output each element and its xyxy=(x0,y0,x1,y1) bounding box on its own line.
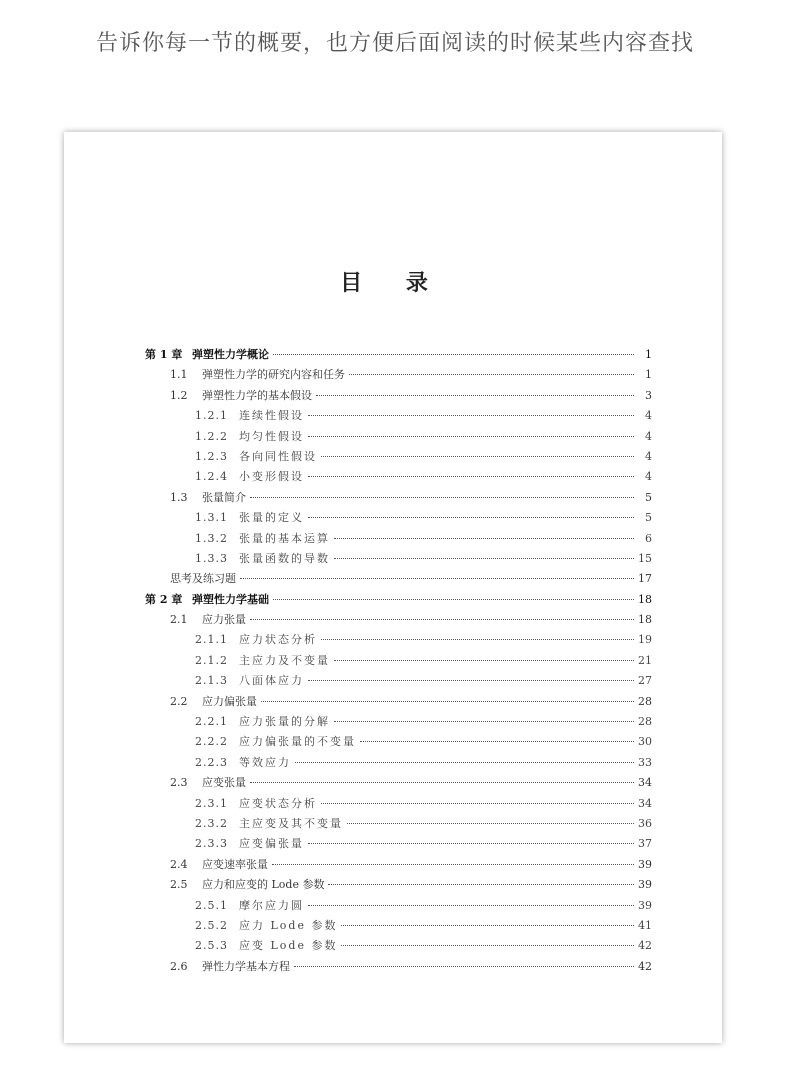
toc-page-number: 19 xyxy=(638,633,652,647)
toc-section xyxy=(145,774,652,794)
toc-entry-title: 张量函数的导数 xyxy=(239,551,330,565)
toc-entry-title: 应变状态分析 xyxy=(239,796,317,810)
toc-leader-dots xyxy=(321,639,634,640)
toc-leader-dots xyxy=(272,864,634,865)
toc-page-number: 34 xyxy=(638,796,652,810)
toc-page-number: 41 xyxy=(638,918,652,932)
toc-entry-number: 第 2 章 xyxy=(145,592,183,606)
toc-entry-number: 2.3.1 xyxy=(195,796,228,810)
toc-section xyxy=(145,387,652,407)
toc-entry-title: 应变偏张量 xyxy=(239,837,304,851)
toc-entry-number: 1.2.3 xyxy=(195,449,228,463)
toc-entry-number: 1.2.1 xyxy=(195,409,228,423)
toc-leader-dots xyxy=(295,762,634,763)
toc-entry-title: 应力张量 xyxy=(202,613,246,627)
toc-entry-title: 弹塑性力学概论 xyxy=(192,348,269,361)
toc-entry-title: 均匀性假设 xyxy=(239,429,304,443)
toc-subsection xyxy=(145,754,652,774)
toc-leader-dots xyxy=(308,517,634,518)
toc-entry-title: 思考及练习题 xyxy=(170,572,236,586)
toc-entry-number: 第 1 章 xyxy=(145,348,183,361)
toc-entry-number: 1.1 xyxy=(170,368,188,382)
toc-entry-number: 2.2.2 xyxy=(195,735,228,749)
toc-entry-number: 2.2 xyxy=(170,694,188,708)
toc-subsection xyxy=(145,448,652,468)
toc-subsection xyxy=(145,917,652,937)
toc-entry-number: 1.3.2 xyxy=(195,531,228,545)
toc-entry-number: 2.1.2 xyxy=(195,653,228,667)
toc-leader-dots xyxy=(250,782,634,783)
toc-entry-title: 弹塑性力学基础 xyxy=(192,592,269,606)
toc-entry-number: 2.3.2 xyxy=(195,816,228,830)
toc-subsection xyxy=(145,815,652,835)
toc-section xyxy=(145,693,652,713)
toc-page-number: 4 xyxy=(645,449,652,463)
toc-entry-title: 应力和应变的 Lode 参数 xyxy=(202,878,325,892)
toc-subsection xyxy=(145,407,652,427)
toc-entry-number: 2.1.3 xyxy=(195,674,228,688)
toc-page-number: 37 xyxy=(638,837,652,851)
toc-leader-dots xyxy=(308,476,634,477)
toc-leader-dots xyxy=(261,701,634,702)
toc-page-number: 6 xyxy=(645,531,652,545)
toc-page-number: 18 xyxy=(638,592,652,606)
toc-entry-number: 2.2.1 xyxy=(195,715,228,729)
toc-entry-number: 1.3.1 xyxy=(195,511,228,525)
toc-entry-number: 2.5.3 xyxy=(195,939,228,953)
toc-subsection xyxy=(145,713,652,733)
toc-page-number: 3 xyxy=(645,388,652,402)
toc-entry-number: 2.3.3 xyxy=(195,837,228,851)
toc-leader-dots xyxy=(308,415,634,416)
toc-leader-dots xyxy=(250,497,634,498)
toc-entry-title: 弹性力学基本方程 xyxy=(202,959,290,973)
toc-page-number: 42 xyxy=(638,959,652,973)
toc-page-number: 21 xyxy=(638,653,652,667)
toc-page-number: 36 xyxy=(638,816,652,830)
toc-subsection xyxy=(145,631,652,651)
toc-page-number: 15 xyxy=(638,551,652,565)
toc-entry-title: 各向同性假设 xyxy=(239,449,317,463)
toc-subsection xyxy=(145,835,652,855)
toc-entry-title: 连续性假设 xyxy=(239,409,304,423)
toc-leader-dots xyxy=(273,599,634,600)
toc-leader-dots xyxy=(334,538,634,539)
toc-leader-dots xyxy=(240,578,634,579)
caption-text: 告诉你每一节的概要，也方便后面阅读的时候某些内容查找 xyxy=(95,31,694,56)
toc-page-number: 39 xyxy=(638,878,652,892)
toc-section xyxy=(145,856,652,876)
toc-leader-dots xyxy=(347,823,634,824)
toc-entry-number: 2.1.1 xyxy=(195,633,228,647)
toc-section xyxy=(145,611,652,631)
table-of-contents xyxy=(145,346,652,978)
book-page xyxy=(64,132,722,1043)
toc-entry-title: 小变形假设 xyxy=(239,470,304,484)
toc-page-number: 1 xyxy=(645,368,652,382)
toc-leader-dots xyxy=(308,843,634,844)
toc-subsection xyxy=(145,428,652,448)
toc-page-number: 4 xyxy=(645,409,652,423)
toc-chapter xyxy=(145,346,652,366)
toc-page-number: 4 xyxy=(645,429,652,443)
toc-leader-dots xyxy=(334,558,634,559)
toc-subsection xyxy=(145,795,652,815)
toc-leader-dots xyxy=(294,966,634,967)
toc-leader-dots xyxy=(341,945,634,946)
toc-title: 目 录 xyxy=(340,270,446,296)
toc-entry-number: 1.2 xyxy=(170,388,188,402)
toc-entry-title: 等效应力 xyxy=(239,755,291,769)
toc-entry-title: 主应力及不变量 xyxy=(239,653,330,667)
toc-leader-dots xyxy=(316,395,634,396)
toc-page-number: 4 xyxy=(645,470,652,484)
toc-page-number: 39 xyxy=(638,898,652,912)
toc-entry-title: 应力偏张量 xyxy=(202,694,257,708)
toc-entry-number: 2.2.3 xyxy=(195,755,228,769)
toc-entry-number: 2.4 xyxy=(170,857,188,871)
toc-entry-number: 1.2.4 xyxy=(195,470,228,484)
toc-entry-title: 张量简介 xyxy=(202,490,246,504)
toc-page-number: 39 xyxy=(638,857,652,871)
toc-page-number: 5 xyxy=(645,511,652,525)
toc-leader-dots xyxy=(308,436,634,437)
toc-entry-number: 2.1 xyxy=(170,613,188,627)
toc-subsection xyxy=(145,733,652,753)
toc-leader-dots xyxy=(250,619,634,620)
toc-page-number: 18 xyxy=(638,613,652,627)
toc-page-number: 28 xyxy=(638,694,652,708)
toc-entry-number: 2.5.1 xyxy=(195,898,228,912)
toc-entry-title: 应力偏张量的不变量 xyxy=(239,735,356,749)
toc-leader-dots xyxy=(308,905,634,906)
toc-page-number: 30 xyxy=(638,735,652,749)
toc-entry-title: 八面体应力 xyxy=(239,674,304,688)
toc-chapter xyxy=(145,591,652,611)
toc-entry-title: 应变张量 xyxy=(202,776,246,790)
toc-entry-number: 1.3 xyxy=(170,490,188,504)
toc-subsection xyxy=(145,672,652,692)
toc-entry-title: 应力 Lode 参数 xyxy=(239,918,338,932)
toc-entry-title: 应变速率张量 xyxy=(202,857,268,871)
toc-page-number: 33 xyxy=(638,755,652,769)
toc-subsection xyxy=(145,468,652,488)
toc-leader-dots xyxy=(334,660,634,661)
toc-entry-number: 2.3 xyxy=(170,776,188,790)
toc-leader-dots xyxy=(328,884,634,885)
toc-leader-dots xyxy=(341,925,634,926)
toc-page-number: 27 xyxy=(638,674,652,688)
toc-leader-dots xyxy=(321,456,634,457)
toc-entry-title: 应力状态分析 xyxy=(239,633,317,647)
toc-entry-title: 应变 Lode 参数 xyxy=(239,939,338,953)
toc-leader-dots xyxy=(273,354,634,355)
toc-section xyxy=(145,366,652,386)
toc-entry-number: 1.2.2 xyxy=(195,429,228,443)
toc-entry-title: 张量的定义 xyxy=(239,511,304,525)
toc-subsection xyxy=(145,550,652,570)
toc-entry-title: 弹塑性力学的研究内容和任务 xyxy=(202,368,345,382)
toc-page-number: 5 xyxy=(645,490,652,504)
toc-entry-title: 张量的基本运算 xyxy=(239,531,330,545)
toc-page-number: 17 xyxy=(638,572,652,586)
toc-entry-title: 摩尔应力圆 xyxy=(239,898,304,912)
toc-subsection xyxy=(145,652,652,672)
toc-entry-number: 2.6 xyxy=(170,959,188,973)
toc-page-number: 28 xyxy=(638,715,652,729)
toc-entry-title: 主应变及其不变量 xyxy=(239,816,343,830)
toc-entry-number: 1.3.3 xyxy=(195,551,228,565)
toc-leader-dots xyxy=(334,721,634,722)
toc-subsection xyxy=(145,509,652,529)
toc-page-number: 1 xyxy=(645,348,652,361)
toc-subsection xyxy=(145,937,652,957)
toc-section xyxy=(145,958,652,978)
toc-section xyxy=(145,876,652,896)
toc-leader-dots xyxy=(360,741,634,742)
toc-subsection xyxy=(145,897,652,917)
toc-leader-dots xyxy=(308,680,634,681)
toc-leader-dots xyxy=(349,374,634,375)
toc-subsection xyxy=(145,530,652,550)
toc-leader-dots xyxy=(321,803,634,804)
toc-section xyxy=(145,489,652,509)
toc-page-number: 34 xyxy=(638,776,652,790)
toc-exercises xyxy=(145,570,652,590)
toc-entry-number: 2.5 xyxy=(170,878,188,892)
toc-page-number: 42 xyxy=(638,939,652,953)
toc-entry-number: 2.5.2 xyxy=(195,918,228,932)
toc-entry-title: 应力张量的分解 xyxy=(239,715,330,729)
toc-entry-title: 弹塑性力学的基本假设 xyxy=(202,388,312,402)
